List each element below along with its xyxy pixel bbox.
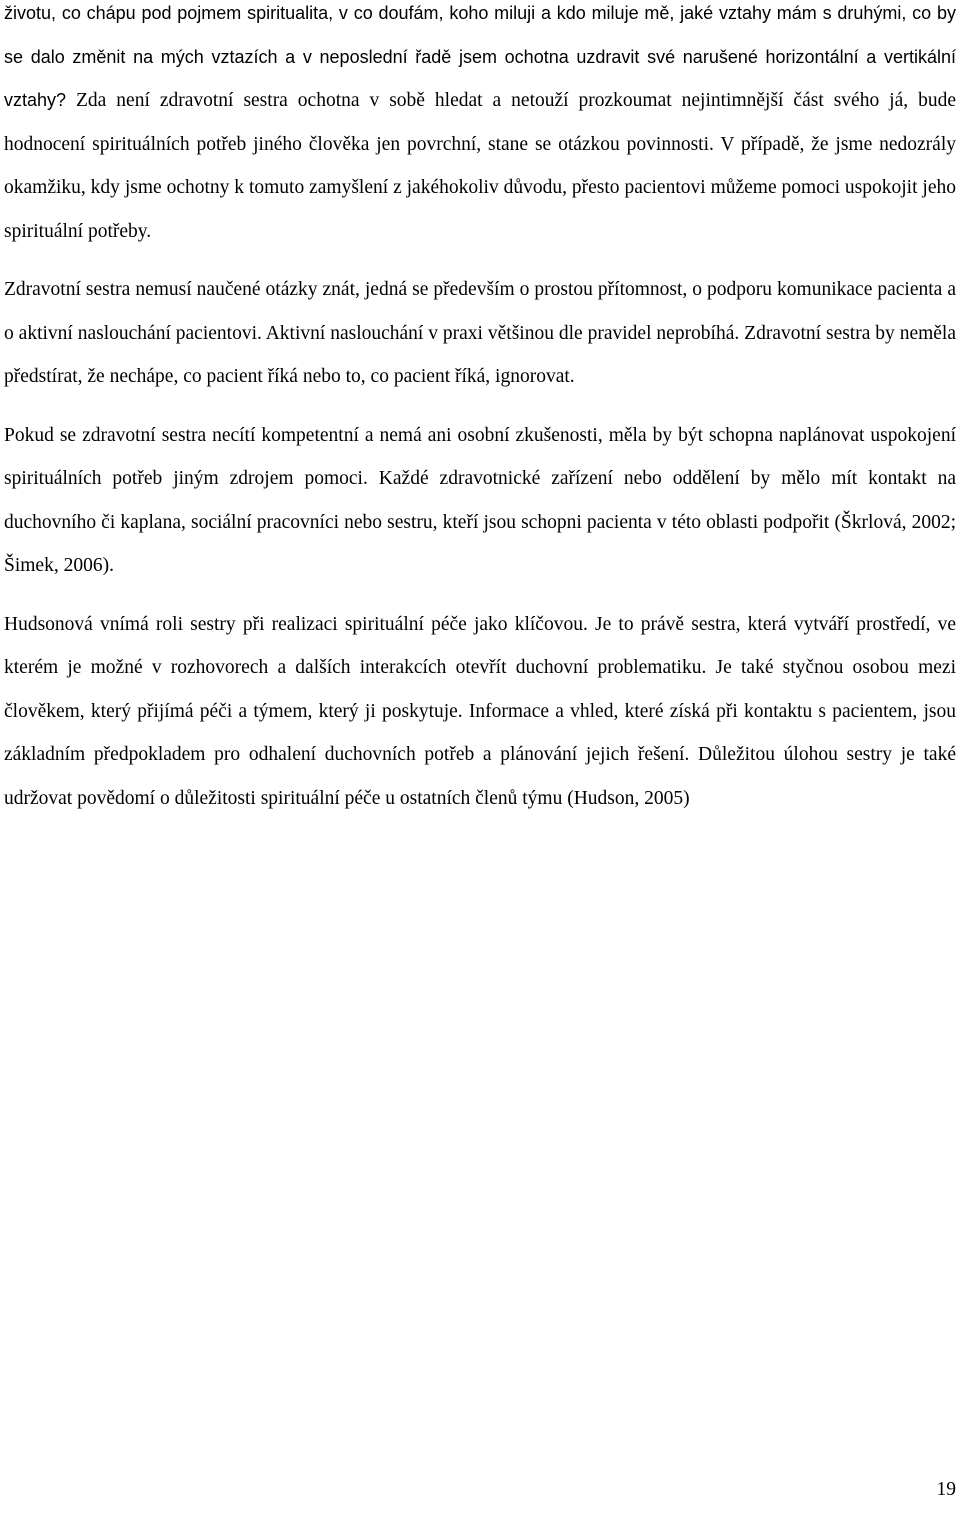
paragraph-1 xyxy=(4,0,956,253)
page-number: 19 xyxy=(936,1479,956,1500)
paragraph-1-lead: životu, co chápu pod pojmem spiritualita, v co doufám, koho miluji a kdo miluje mě, jaké vztahy mám s druhými, co by se dalo změnit na mých vztazích a v neposlední řadě jsem ochotna uzdravit své narušené horizontální a vertikální vztahy? xyxy=(4,3,956,110)
paragraph-3: Pokud se zdravotní sestra necítí kompetentní a nemá ani osobní zkušenosti, měla by být schopna naplánovat uspokojení spirituálních potřeb jiným zdrojem pomoci. Každé zdravotnické zařízení nebo oddělení by mělo mít kontakt na duchovního či kaplana, sociální pracovníci nebo sestru, kteří jsou schopni pacienta v této oblasti podpořit (Škrlová, 2002; Šimek, 2006). xyxy=(4,424,956,576)
paragraph-1-text: Zda není zdravotní sestra ochotna v sobě hledat a netouží prozkoumat nejintimnější část svého já, bude hodnocení spirituálních potřeb jiného člověka jen povrchní, stane se otázkou povinnosti. V případě, že jsme nedozrály okamžiku, kdy jsme ochotny k tomuto zamyšlení z jakéhokoliv důvodu, přesto pacientovi můžeme pomoci uspokojit jeho spirituální potřeby. xyxy=(4,90,956,242)
paragraph-4: Hudsonová vnímá roli sestry při realizaci spirituální péče jako klíčovou. Je to právě sestra, která vytváří prostředí, ve kterém je možné v rozhovorech a dalších interakcích otevřít duchovní problematiku. Je také styčnou osobou mezi člověkem, který přijímá péči a týmem, který ji poskytuje. Informace a vhled, které získá při kontaktu s pacientem, jsou základním předpokladem pro odhalení duchovních potřeb a plánování jejich řešení. Důležitou úlohou sestry je také udržovat povědomí o důležitosti spirituální péče u ostatních členů týmu (Hudson, 2005) xyxy=(4,613,956,809)
document-page xyxy=(4,0,956,835)
paragraph-2: Zdravotní sestra nemusí naučené otázky znát, jedná se především o prostou přítomnost, o podporu komunikace pacienta a o aktivní naslouchání pacientovi. Aktivní naslouchání v praxi většinou dle pravidel neprobíhá. Zdravotní sestra by neměla předstírat, že nechápe, co pacient říká nebo to, co pacient říká, ignorovat. xyxy=(4,279,956,387)
